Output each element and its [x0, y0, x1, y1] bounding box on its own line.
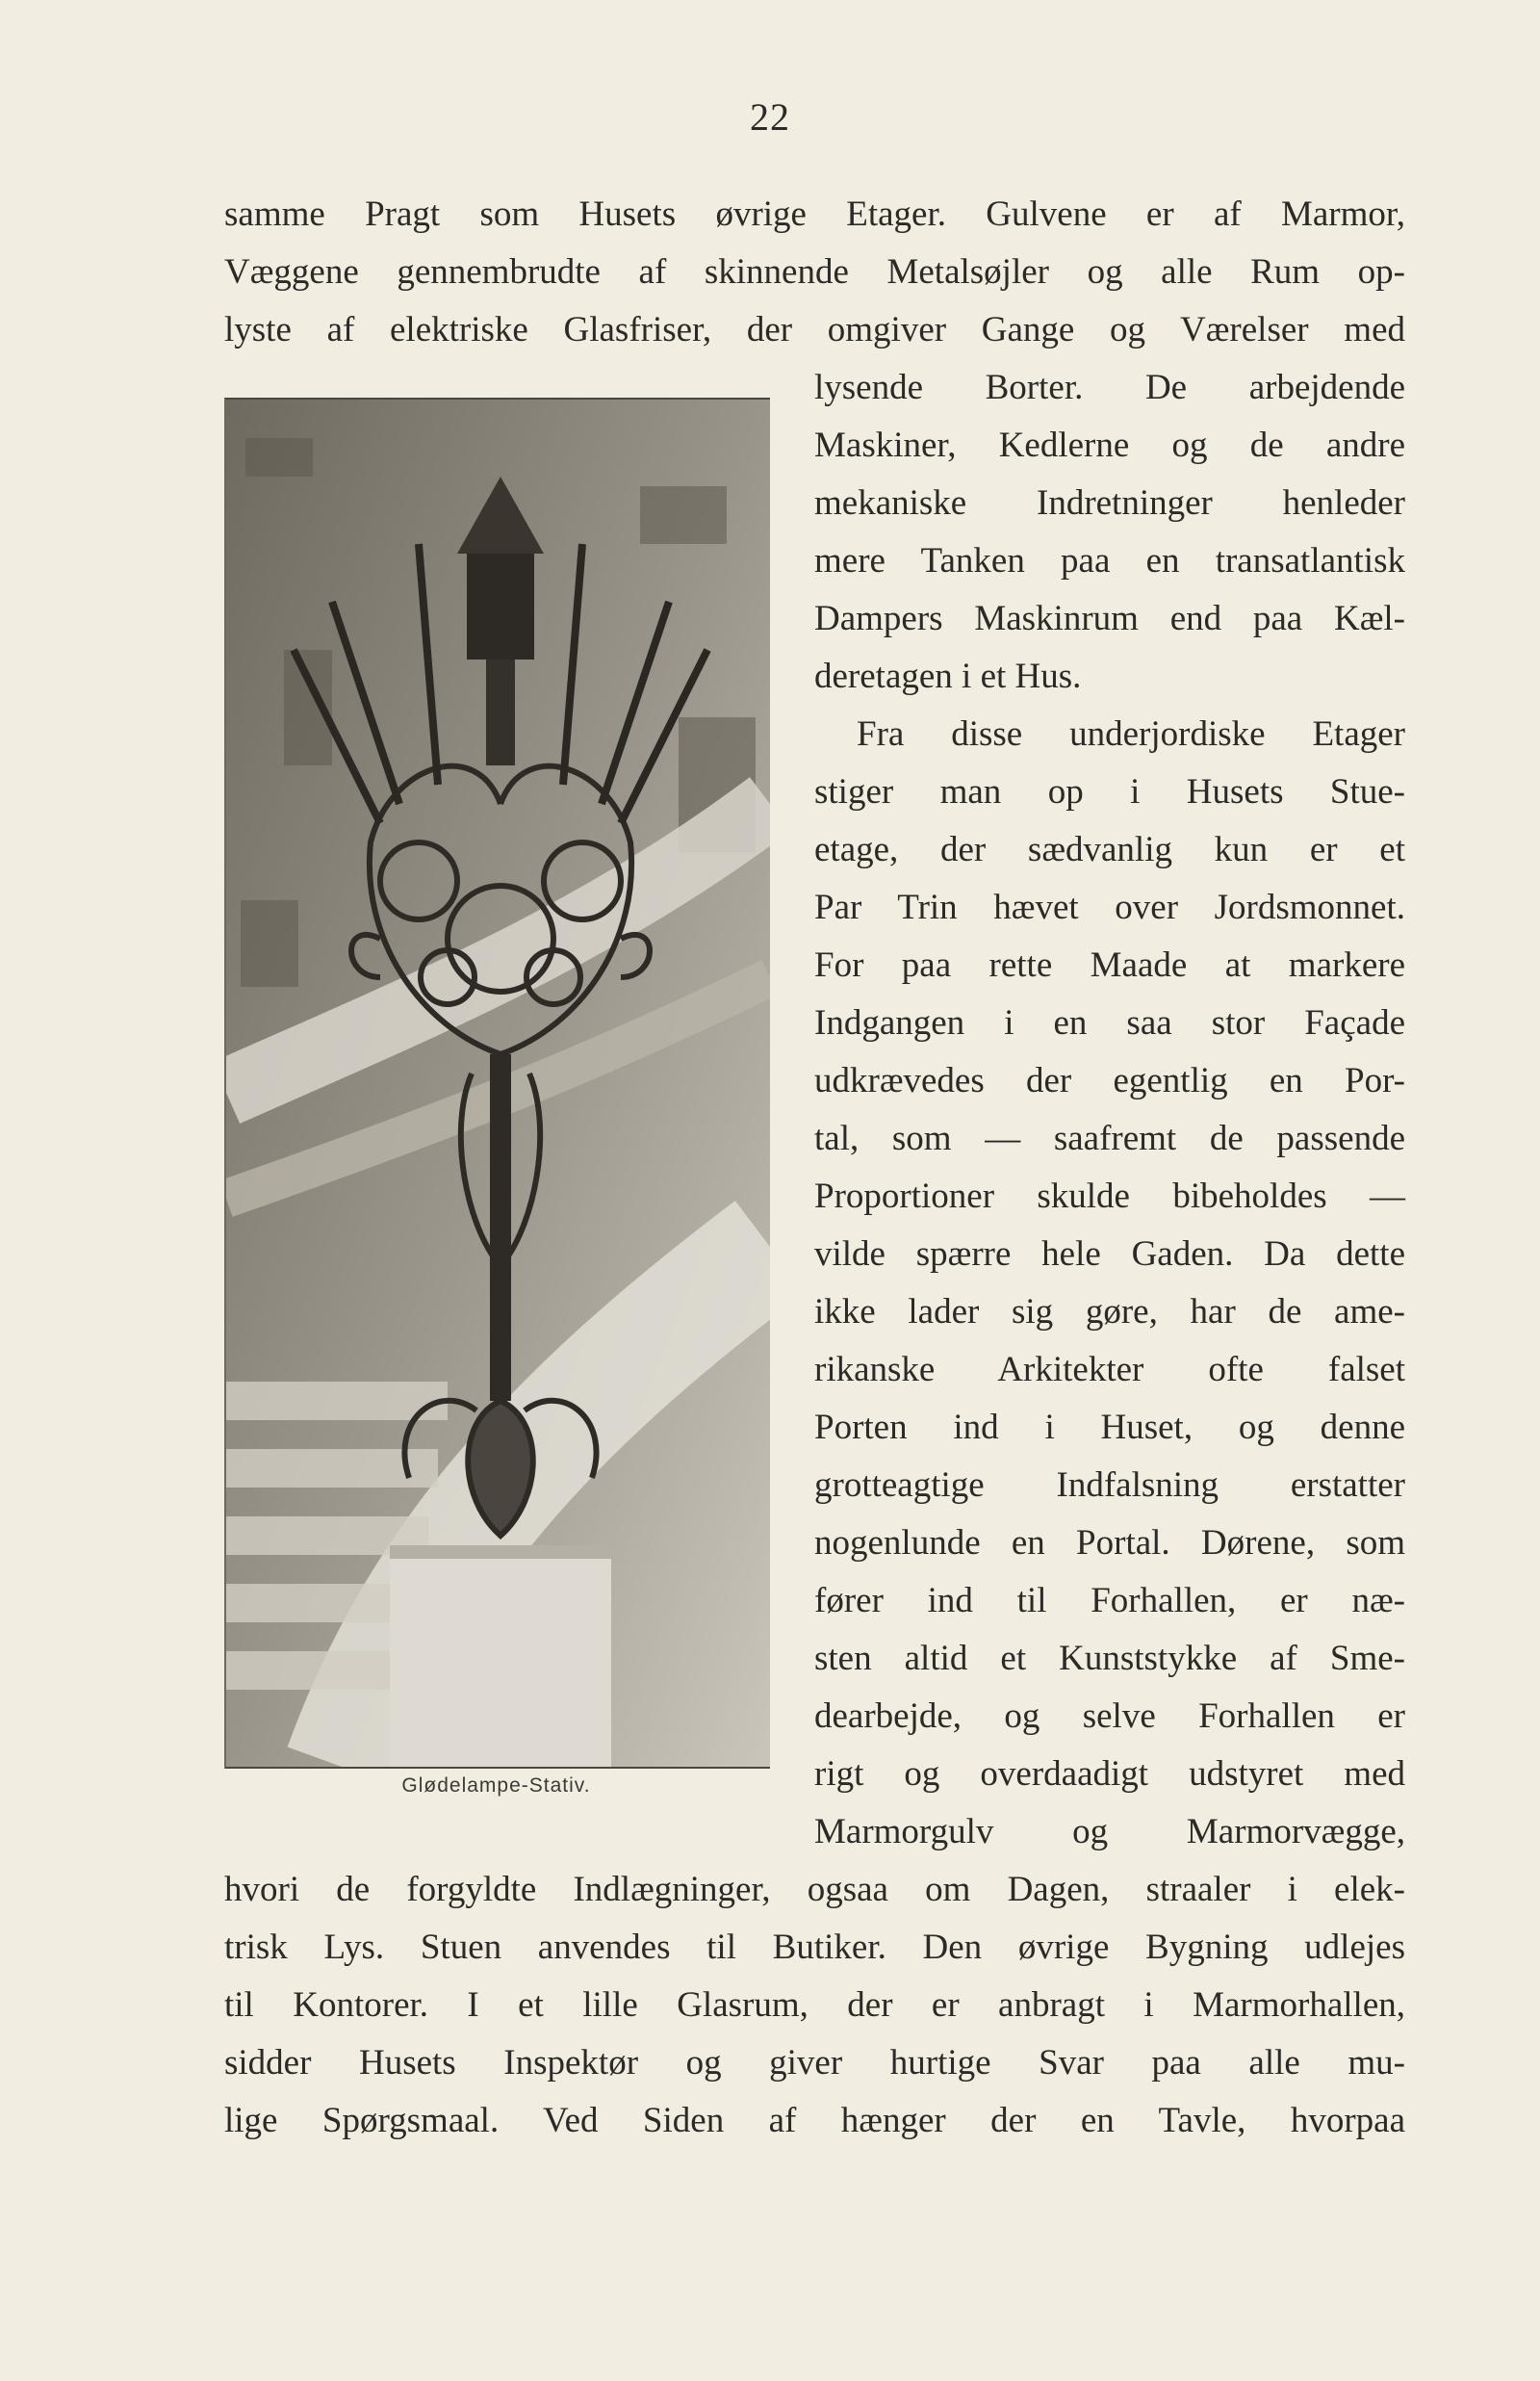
text-line: vilde spærre hele Gaden. Da dette [814, 1234, 1405, 1274]
text-line: trisk Lys. Stuen anvendes til Butiker. Den øvrige Bygning udlejes [224, 1928, 1405, 1967]
text-line: etage, der sædvanlig kun er et [814, 830, 1405, 869]
text-line: Marmorgulv og Marmorvægge, [814, 1812, 1405, 1851]
text-line: Fra disse underjordiske Etager [857, 714, 1405, 754]
text-line: sten altid et Kunststykke af Sme- [814, 1639, 1405, 1678]
text-line: udkrævedes der egentlig en Por- [814, 1061, 1405, 1100]
text-line: til Kontorer. I et lille Glasrum, der er anbragt i Marmorhallen, [224, 1985, 1405, 2025]
text-line: stiger man op i Husets Stue- [814, 772, 1405, 812]
text-line: lysende Borter. De arbejdende [814, 368, 1405, 407]
figure-lamp-stand [224, 398, 770, 1769]
text-line: fører ind til Forhallen, er næ- [814, 1581, 1405, 1620]
text-line: Par Trin hævet over Jordsmonnet. [814, 888, 1405, 927]
text-line: For paa rette Maade at markere [814, 945, 1405, 985]
page-number: 22 [750, 95, 790, 139]
figure-caption: Glødelampe-Stativ. [401, 1774, 591, 1797]
text-line: lyste af elektriske Glasfriser, der omgiver Gange og Værelser med [224, 310, 1405, 349]
text-line: Væggene gennembrudte af skinnende Metalsøjler og alle Rum op- [224, 252, 1405, 292]
text-line: hvori de forgyldte Indlægninger, ogsaa om Dagen, straaler i elek- [224, 1870, 1405, 1909]
text-line: Porten ind i Huset, og denne [814, 1408, 1405, 1447]
text-line: tal, som — saafremt de passende [814, 1119, 1405, 1158]
text-line: rikanske Arkitekter ofte falset [814, 1350, 1405, 1389]
text-line: deretagen i et Hus. [814, 657, 1082, 696]
text-line: Maskiner, Kedlerne og de andre [814, 426, 1405, 465]
text-line: Proportioner skulde bibeholdes — [814, 1177, 1405, 1216]
text-line: sidder Husets Inspektør og giver hurtige Svar paa alle mu- [224, 2043, 1405, 2083]
text-line: Dampers Maskinrum end paa Kæl- [814, 599, 1405, 638]
text-line: ikke lader sig gøre, har de ame- [814, 1292, 1405, 1332]
text-line: samme Pragt som Husets øvrige Etager. Gulvene er af Marmor, [224, 194, 1405, 234]
lamp-stand-illustration [226, 400, 770, 1767]
text-line: mekaniske Indretninger henleder [814, 483, 1405, 523]
text-line: lige Spørgsmaal. Ved Siden af hænger der en Tavle, hvorpaa [224, 2101, 1405, 2140]
text-line: rigt og overdaadigt udstyret med [814, 1754, 1405, 1794]
text-line: nogenlunde en Portal. Dørene, som [814, 1523, 1405, 1563]
text-line: Indgangen i en saa stor Façade [814, 1003, 1405, 1043]
text-line: dearbejde, og selve Forhallen er [814, 1696, 1405, 1736]
text-line: mere Tanken paa en transatlantisk [814, 541, 1405, 581]
text-line: grotteagtige Indfalsning erstatter [814, 1465, 1405, 1505]
